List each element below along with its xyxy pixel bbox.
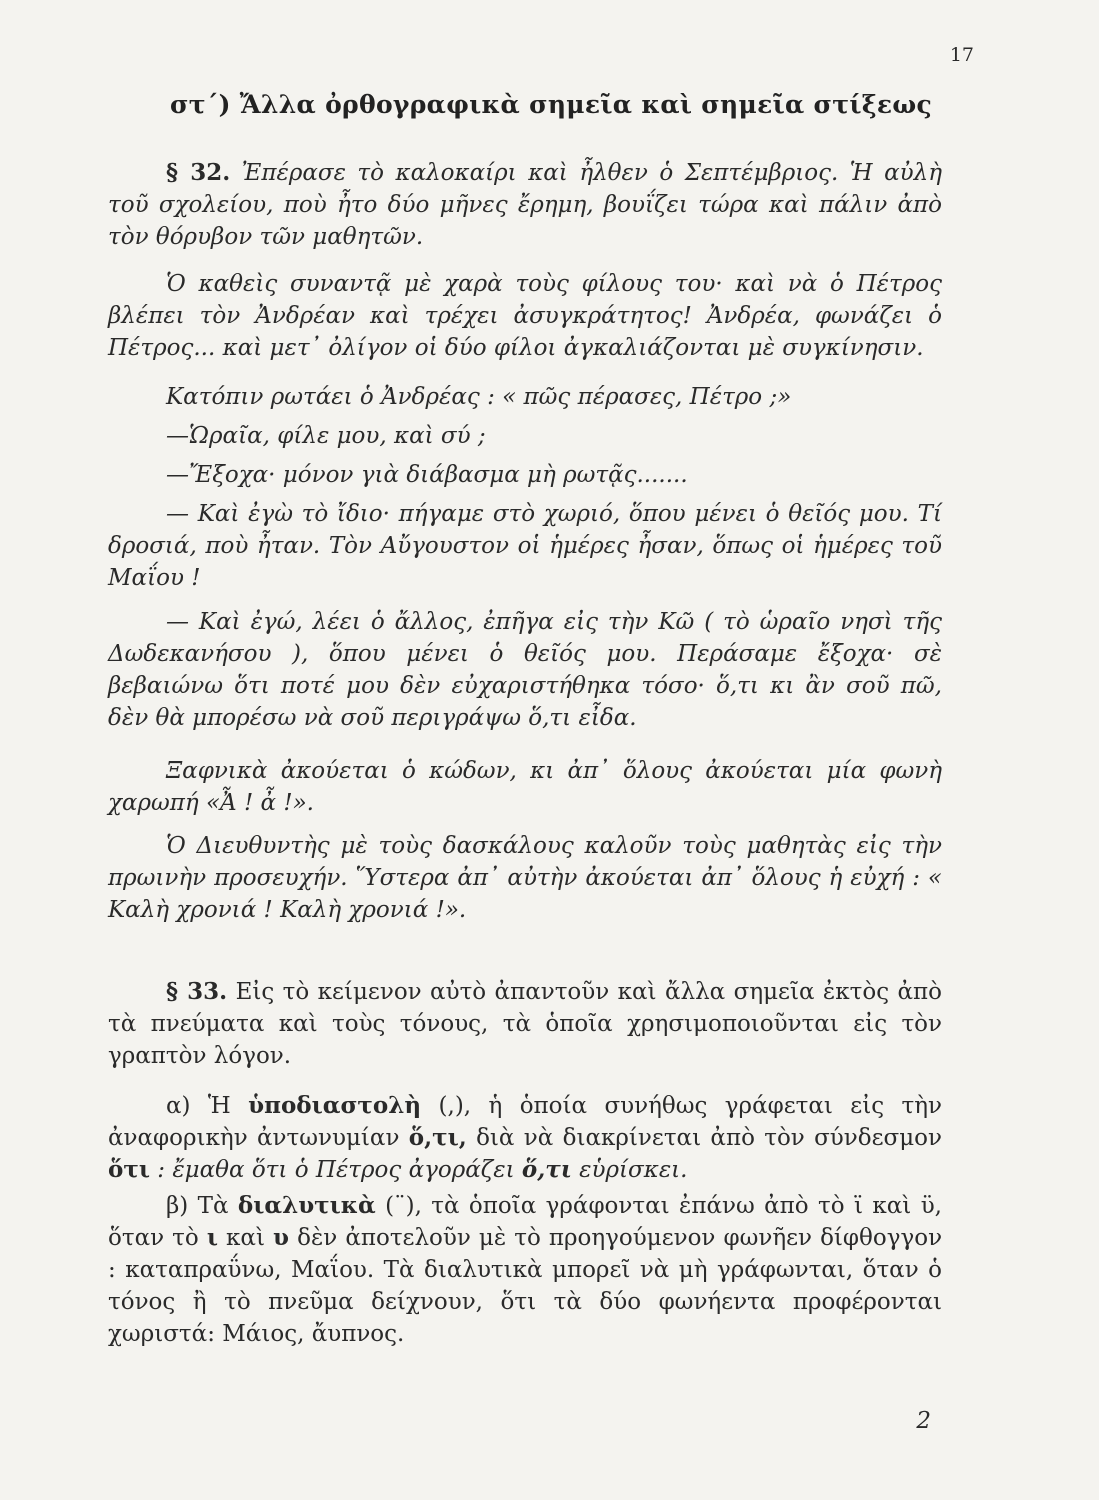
- example-word: ὅ,τι,: [408, 1124, 467, 1151]
- item-label-b: β) Τὰ: [166, 1193, 229, 1219]
- paragraph-32-9: Ὁ Διευθυντὴς μὲ τοὺς δασκάλους καλοῦν τοὺς μαθητὰς εἰς τὴν πρωινὴν προσευχήν. Ὕστερα ἀπ᾽ αὐτὴν ἀκούεται ἀπ᾽ ὅλους ἡ εὐχή : « Καλὴ χρονιά ! Καλὴ χρονιά !».: [108, 833, 942, 923]
- term-dialytika: διαλυτικὰ: [237, 1192, 376, 1219]
- signature-mark: 2: [916, 1408, 931, 1434]
- item-text: (¨), τὰ ὁποῖα γράφονται ἐπάνω ἀπὸ τὸ ϊ καὶ ϋ, ὅταν τὸ: [108, 1193, 942, 1251]
- letter-upsilon: υ: [273, 1224, 290, 1251]
- paragraph-text: Ἐπέρασε τὸ καλοκαίρι καὶ ἦλθεν ὁ Σεπτέμβριος. Ἡ αὐλὴ τοῦ σχολείου, ποὺ ἦτο δύο μῆνες ἔρημη, βουΐζει τώρα καὶ πάλιν ἀπὸ τὸν θόρυβον τῶν μαθητῶν.: [108, 160, 942, 250]
- dialogue-line-2: —Ἔξοχα· μόνον γιὰ διάβασμα μὴ ρωτᾷς.......: [166, 462, 688, 488]
- example-word: ὅ,τι: [521, 1156, 572, 1183]
- example-sentence: : ἔμαθα ὅτι ὁ Πέτρος ἀγοράζει: [157, 1157, 515, 1183]
- paragraph-33-b: [108, 1190, 942, 1350]
- dialogue-line-1: —Ὡραῖα, φίλε μου, καὶ σύ ;: [166, 423, 486, 449]
- paragraph-32-2: Ὁ καθεὶς συναντᾷ μὲ χαρὰ τοὺς φίλους του· καὶ νὰ ὁ Πέτρος βλέπει τὸν Ἀνδρέαν καὶ τρέχει ἀσυγκράτητος! Ἀνδρέα, φωνάζει ὁ Πέτρος... καὶ μετ᾽ ὀλίγον οἱ δύο φίλοι ἀγκαλιάζονται μὲ συγκίνησιν.: [108, 271, 942, 361]
- item-text: καὶ: [226, 1225, 265, 1251]
- item-text: δὲν ἀποτελοῦν μὲ τὸ προηγούμενον φωνῆεν δίφθογγον : καταπραΰνω, Μαΐου. Τὰ διαλυτικὰ μπορεῖ νὰ μὴ γράφωνται, ὅταν ὁ τόνος ἢ τὸ πνεῦμα δείχνουν, ὅτι τὰ δύο φωνήεντα προφέρονται χωριστά: Μάιος, ἄυπνος.: [108, 1225, 943, 1347]
- paragraph-32-8: Ξαφνικὰ ἀκούεται ὁ κώδων, κι ἀπ᾽ ὅλους ἀκούεται μία φωνὴ χαρωπή «Ἆ ! ἆ !».: [108, 758, 942, 816]
- paragraph-32-3: Κατόπιν ρωτάει ὁ Ἀνδρέας : « πῶς πέρασες, Πέτρο ;»: [166, 384, 792, 410]
- paragraph-text: Εἰς τὸ κείμενον αὐτὸ ἀπαντοῦν καὶ ἄλλα σημεῖα ἐκτὸς ἀπὸ τὰ πνεύματα καὶ τοὺς τόνους, τὰ ὁποῖα χρησιμοποιοῦνται εἰς τὸν γραπτὸν λόγον.: [108, 979, 942, 1069]
- item-text: (,), ἡ ὁποία συνήθως γράφεται εἰς τὴν ἀναφορικὴν ἀντωνυμίαν: [108, 1093, 943, 1151]
- dialogue-line-4: — Καὶ ἐγώ, λέει ὁ ἄλλος, ἐπῆγα εἰς τὴν Κῶ ( τὸ ὡραῖο νησὶ τῆς Δωδεκανήσου ), ὅπου μένει ὁ θεῖός μου. Περάσαμε ἔξοχα· σὲ βεβαιώνω ὅτι ποτέ μου δὲν εὐχαριστήθηκα τόσο· ὅ,τι κι ἂν σοῦ πῶ, δὲν θὰ μπορέσω νὰ σοῦ περιγράψω ὅ,τι εἶδα.: [108, 609, 942, 731]
- section-label-33: § 33.: [166, 978, 228, 1005]
- page-number: 17: [949, 44, 974, 66]
- section-label-32: § 32.: [166, 159, 231, 186]
- item-text: διὰ νὰ διακρίνεται ἀπὸ τὸν σύνδεσμον: [476, 1125, 943, 1151]
- letter-iota: ι: [206, 1224, 218, 1251]
- paragraph-32-1: [108, 157, 942, 253]
- dialogue-line-3: — Καὶ ἐγὼ τὸ ἴδιο· πήγαμε στὸ χωριό, ὅπου μένει ὁ θεῖός μου. Τί δροσιά, ποὺ ἦταν. Τὸν Αὔγουστον οἱ ἡμέρες ἦσαν, ὅπως οἱ ἡμέρες τοῦ Μαΐου !: [108, 501, 942, 591]
- paragraph-33-1: [108, 976, 942, 1072]
- item-label-a: α) Ἡ: [166, 1093, 231, 1119]
- paragraph-33-a: [108, 1090, 942, 1186]
- example-word: ὅτι: [108, 1156, 150, 1183]
- term-hypodiastole: ὑποδιαστολὴ: [248, 1092, 422, 1119]
- section-heading: στ΄) Ἄλλα ὀρθογραφικὰ σημεῖα καὶ σημεῖα στίξεως: [170, 90, 933, 119]
- example-sentence: εὑρίσκει.: [579, 1157, 688, 1183]
